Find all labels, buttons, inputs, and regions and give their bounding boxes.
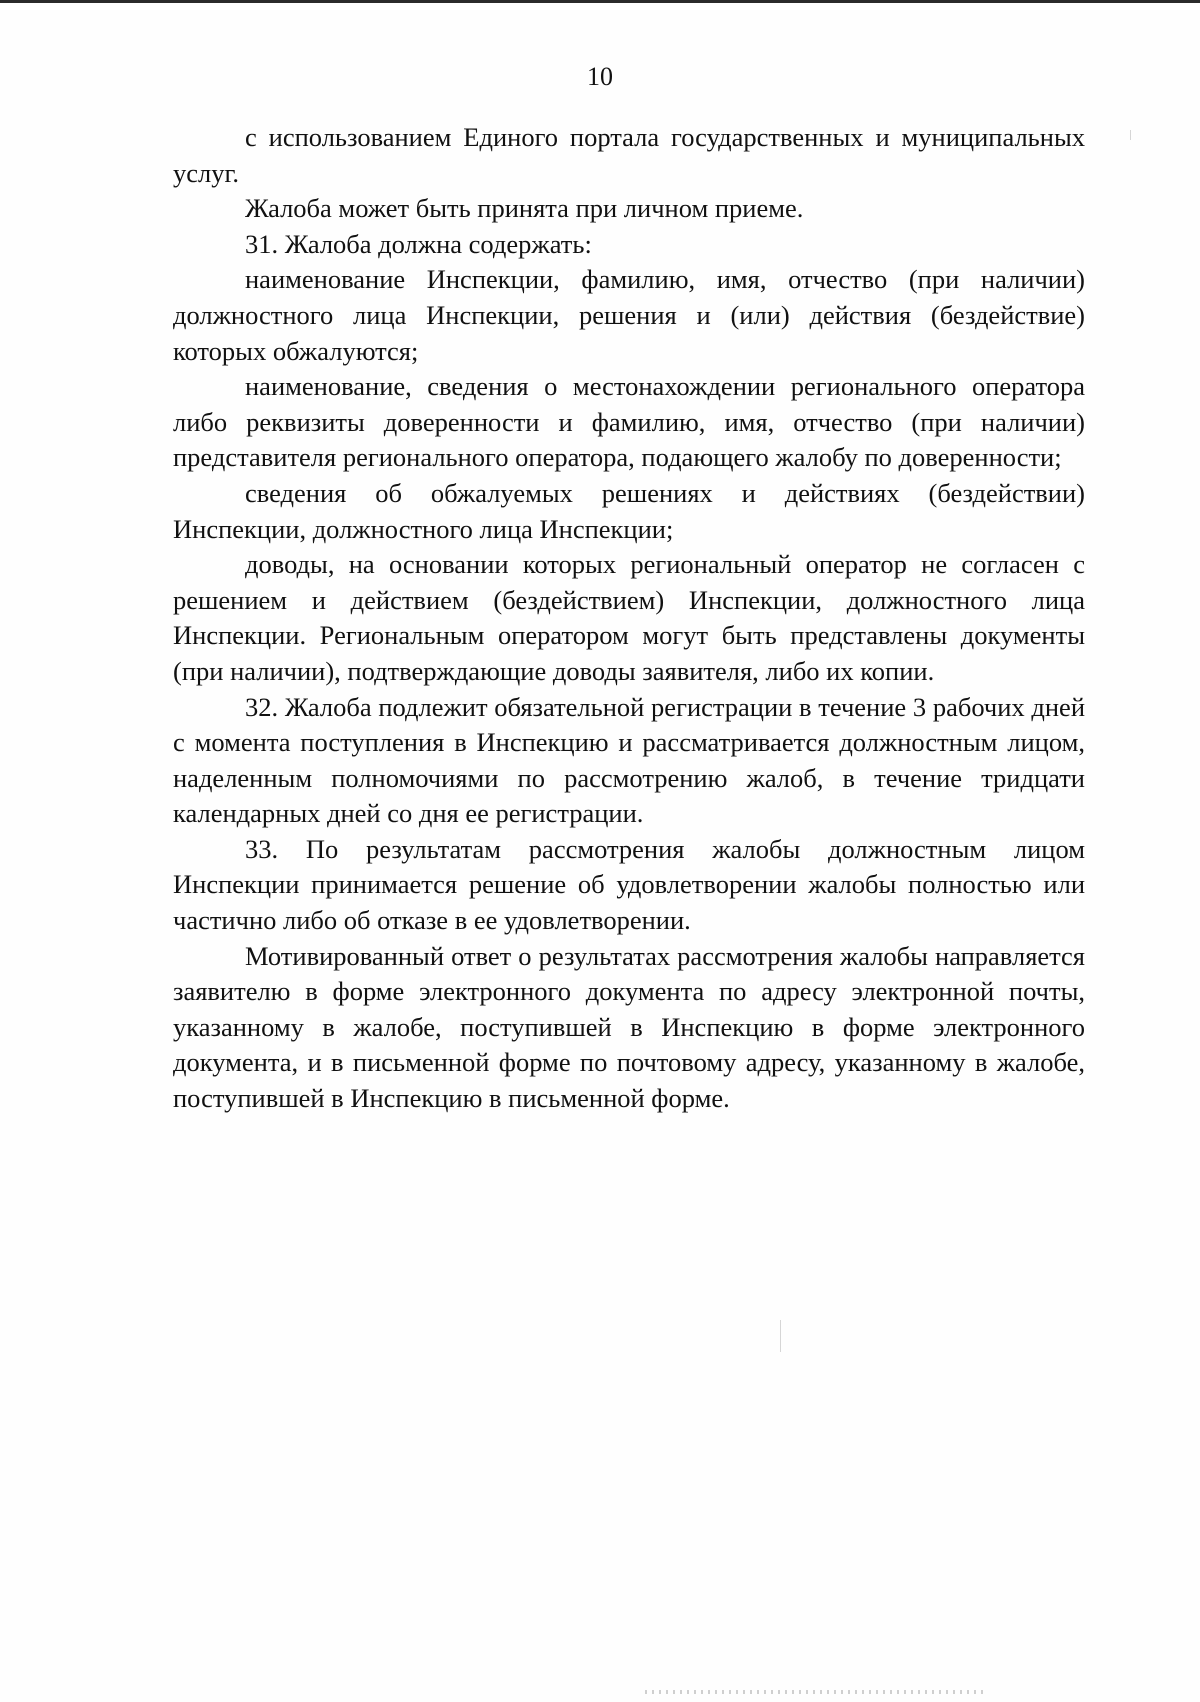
paragraph-item-32: 32. Жалоба подлежит обязательной регистрации в течение 3 рабочих дней с момента поступления в Инспекцию и рассматривается должностным лицом, наделенным полномочиями по рассмотрению жалоб, в течение тридцати календарных дней со дня ее регистрации. <box>173 691 1085 829</box>
paragraph-item-31: 31. Жалоба должна содержать: <box>245 228 592 259</box>
paragraph-personal-reception: Жалоба может быть принята при личном приеме. <box>245 193 804 224</box>
paragraph-continuation: с использованием Единого портала государственных и муниципальных услуг. <box>173 122 1085 188</box>
paragraph-item-31-operator: наименование, сведения о местонахождении регионального оператора либо реквизиты доверенности и фамилию, имя, отчество (при наличии) представителя регионального оператора, подающего жалобу по доверенности; <box>173 371 1085 473</box>
scan-artifact <box>780 1320 781 1352</box>
document-body <box>173 120 1085 1117</box>
scan-top-edge <box>0 0 1200 3</box>
scan-artifact <box>1130 130 1131 140</box>
paragraph-reasoned-answer: Мотивированный ответ о результатах рассмотрения жалобы направляется заявителю в форме электронного документа по адресу электронной почты, указанному в жалобе, поступившей в Инспекцию в форме электронного документа, и в письменной форме по почтовому адресу, указанному в жалобе, поступившей в Инспекцию в письменной форме. <box>173 940 1085 1114</box>
scan-bottom-artifact <box>645 1690 985 1694</box>
paragraph-item-31-name: наименование Инспекции, фамилию, имя, отчество (при наличии) должностного лица Инспекции, решения и (или) действия (бездействие) которых обжалуются; <box>173 264 1085 366</box>
page-number: 10 <box>587 62 613 91</box>
paragraph-item-33: 33. По результатам рассмотрения жалобы должностным лицом Инспекции принимается решение об удовлетворении жалобы полностью или частично либо об отказе в ее удовлетворении. <box>173 833 1085 936</box>
paragraph-item-31-arguments: доводы, на основании которых региональный оператор не согласен с решением и действием (бездействием) Инспекции, должностного лица Инспекции. Региональным оператором могут быть представлены документы (при наличии), подтверждающие доводы заявителя, либо их копии. <box>173 549 1085 686</box>
paragraph-item-31-decisions: сведения об обжалуемых решениях и действиях (бездействии) Инспекции, должностного лица Инспекции; <box>173 477 1085 544</box>
